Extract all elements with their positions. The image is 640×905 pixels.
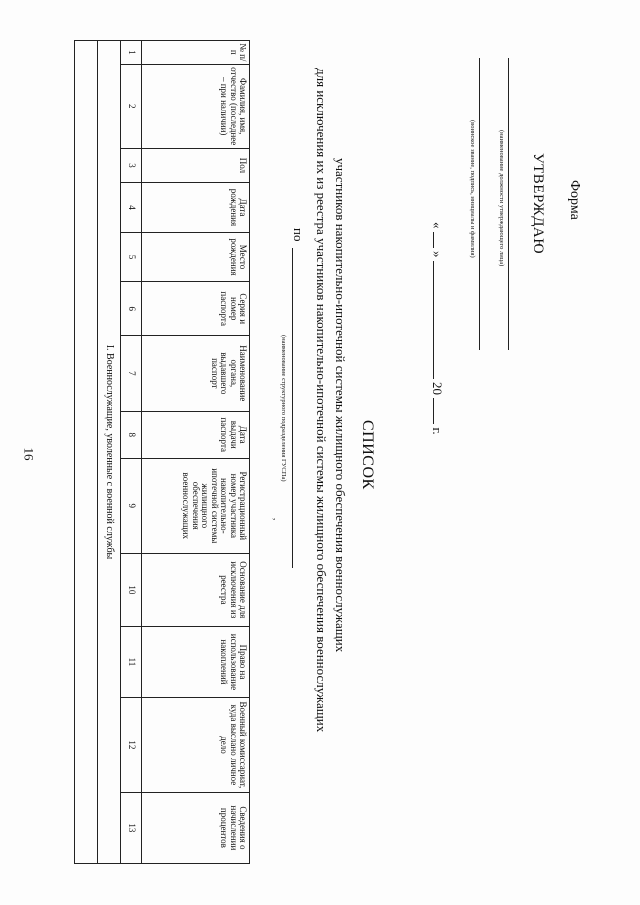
- form-label: Форма: [567, 180, 582, 220]
- rank-line: [479, 58, 480, 350]
- page-number: 16: [21, 447, 37, 461]
- column-number: 1: [121, 41, 142, 65]
- position-caption: (наименование должности утверждающего лица): [498, 130, 505, 267]
- unit-caption: (наименование структурного подразделения ГУСПа): [280, 335, 287, 482]
- header-cell: Сведения о начислении процентов: [142, 792, 250, 863]
- year-suffix: г.: [430, 427, 445, 435]
- position-line: [508, 58, 509, 350]
- header-row: [142, 41, 250, 864]
- title-line-2: для исключения их из реестра участников накопительно-ипотечной системы жилищного обеспечения военнослужащих: [314, 68, 329, 733]
- section-heading: I. Военнослужащие, уволенные с военной службы: [98, 41, 121, 864]
- header-cell: Право на использование накоплений: [142, 626, 250, 697]
- column-number: 12: [121, 698, 142, 793]
- header-cell: Пол: [142, 148, 250, 182]
- header-cell: Военный комиссариат, куда выслано личное дело: [142, 698, 250, 793]
- year-blank: [433, 398, 434, 424]
- column-number: 10: [121, 553, 142, 626]
- header-cell: Основание для исключения из реестра: [142, 553, 250, 626]
- rank-caption: (воинское звание, подпись, инициалы и фамилия): [469, 120, 476, 258]
- title-line-1: участников накопительно-ипотечной системы жилищного обеспечения военнослужащих: [333, 158, 348, 653]
- by-word: по: [291, 228, 306, 242]
- header-cell: Место рождения: [142, 232, 250, 282]
- column-number: 2: [121, 64, 142, 148]
- column-number: 7: [121, 336, 142, 411]
- date-open-quote: «: [430, 222, 445, 229]
- month-blank: [433, 261, 434, 379]
- column-number: 3: [121, 148, 142, 182]
- header-cell: Дата рождения: [142, 183, 250, 233]
- list-title: СПИСОК: [359, 420, 376, 490]
- column-number: 8: [121, 411, 142, 458]
- header-cell: Дата выдачи паспорта: [142, 411, 250, 458]
- header-cell: № п/п: [142, 41, 250, 65]
- approval-title: УТВЕРЖДАЮ: [530, 153, 546, 255]
- empty-row: [75, 41, 98, 864]
- column-number: 13: [121, 792, 142, 863]
- column-number: 6: [121, 282, 142, 336]
- unit-line: [292, 248, 293, 568]
- header-cell: Наименование органа, выдавшего паспорт: [142, 336, 250, 411]
- header-cell: Серия и номер паспорта: [142, 282, 250, 336]
- column-number-row: [121, 41, 142, 864]
- year-prefix: 20: [430, 382, 445, 395]
- stray-mark: ,: [272, 518, 282, 521]
- approval-date: [429, 222, 445, 435]
- header-cell: Регистрационный номер участника накопительно-ипотечной системы жилищного обеспечения военнослужащих: [142, 458, 250, 553]
- register-table: [74, 40, 250, 864]
- day-blank: [433, 232, 434, 248]
- column-number: 9: [121, 458, 142, 553]
- section-row: [98, 41, 121, 864]
- column-number: 11: [121, 626, 142, 697]
- column-number: 4: [121, 183, 142, 233]
- column-number: 5: [121, 232, 142, 282]
- empty-cell: [75, 41, 98, 864]
- date-close-quote: »: [430, 251, 445, 258]
- header-cell: Фамилия, имя, отчество (последнее – при наличии): [142, 64, 250, 148]
